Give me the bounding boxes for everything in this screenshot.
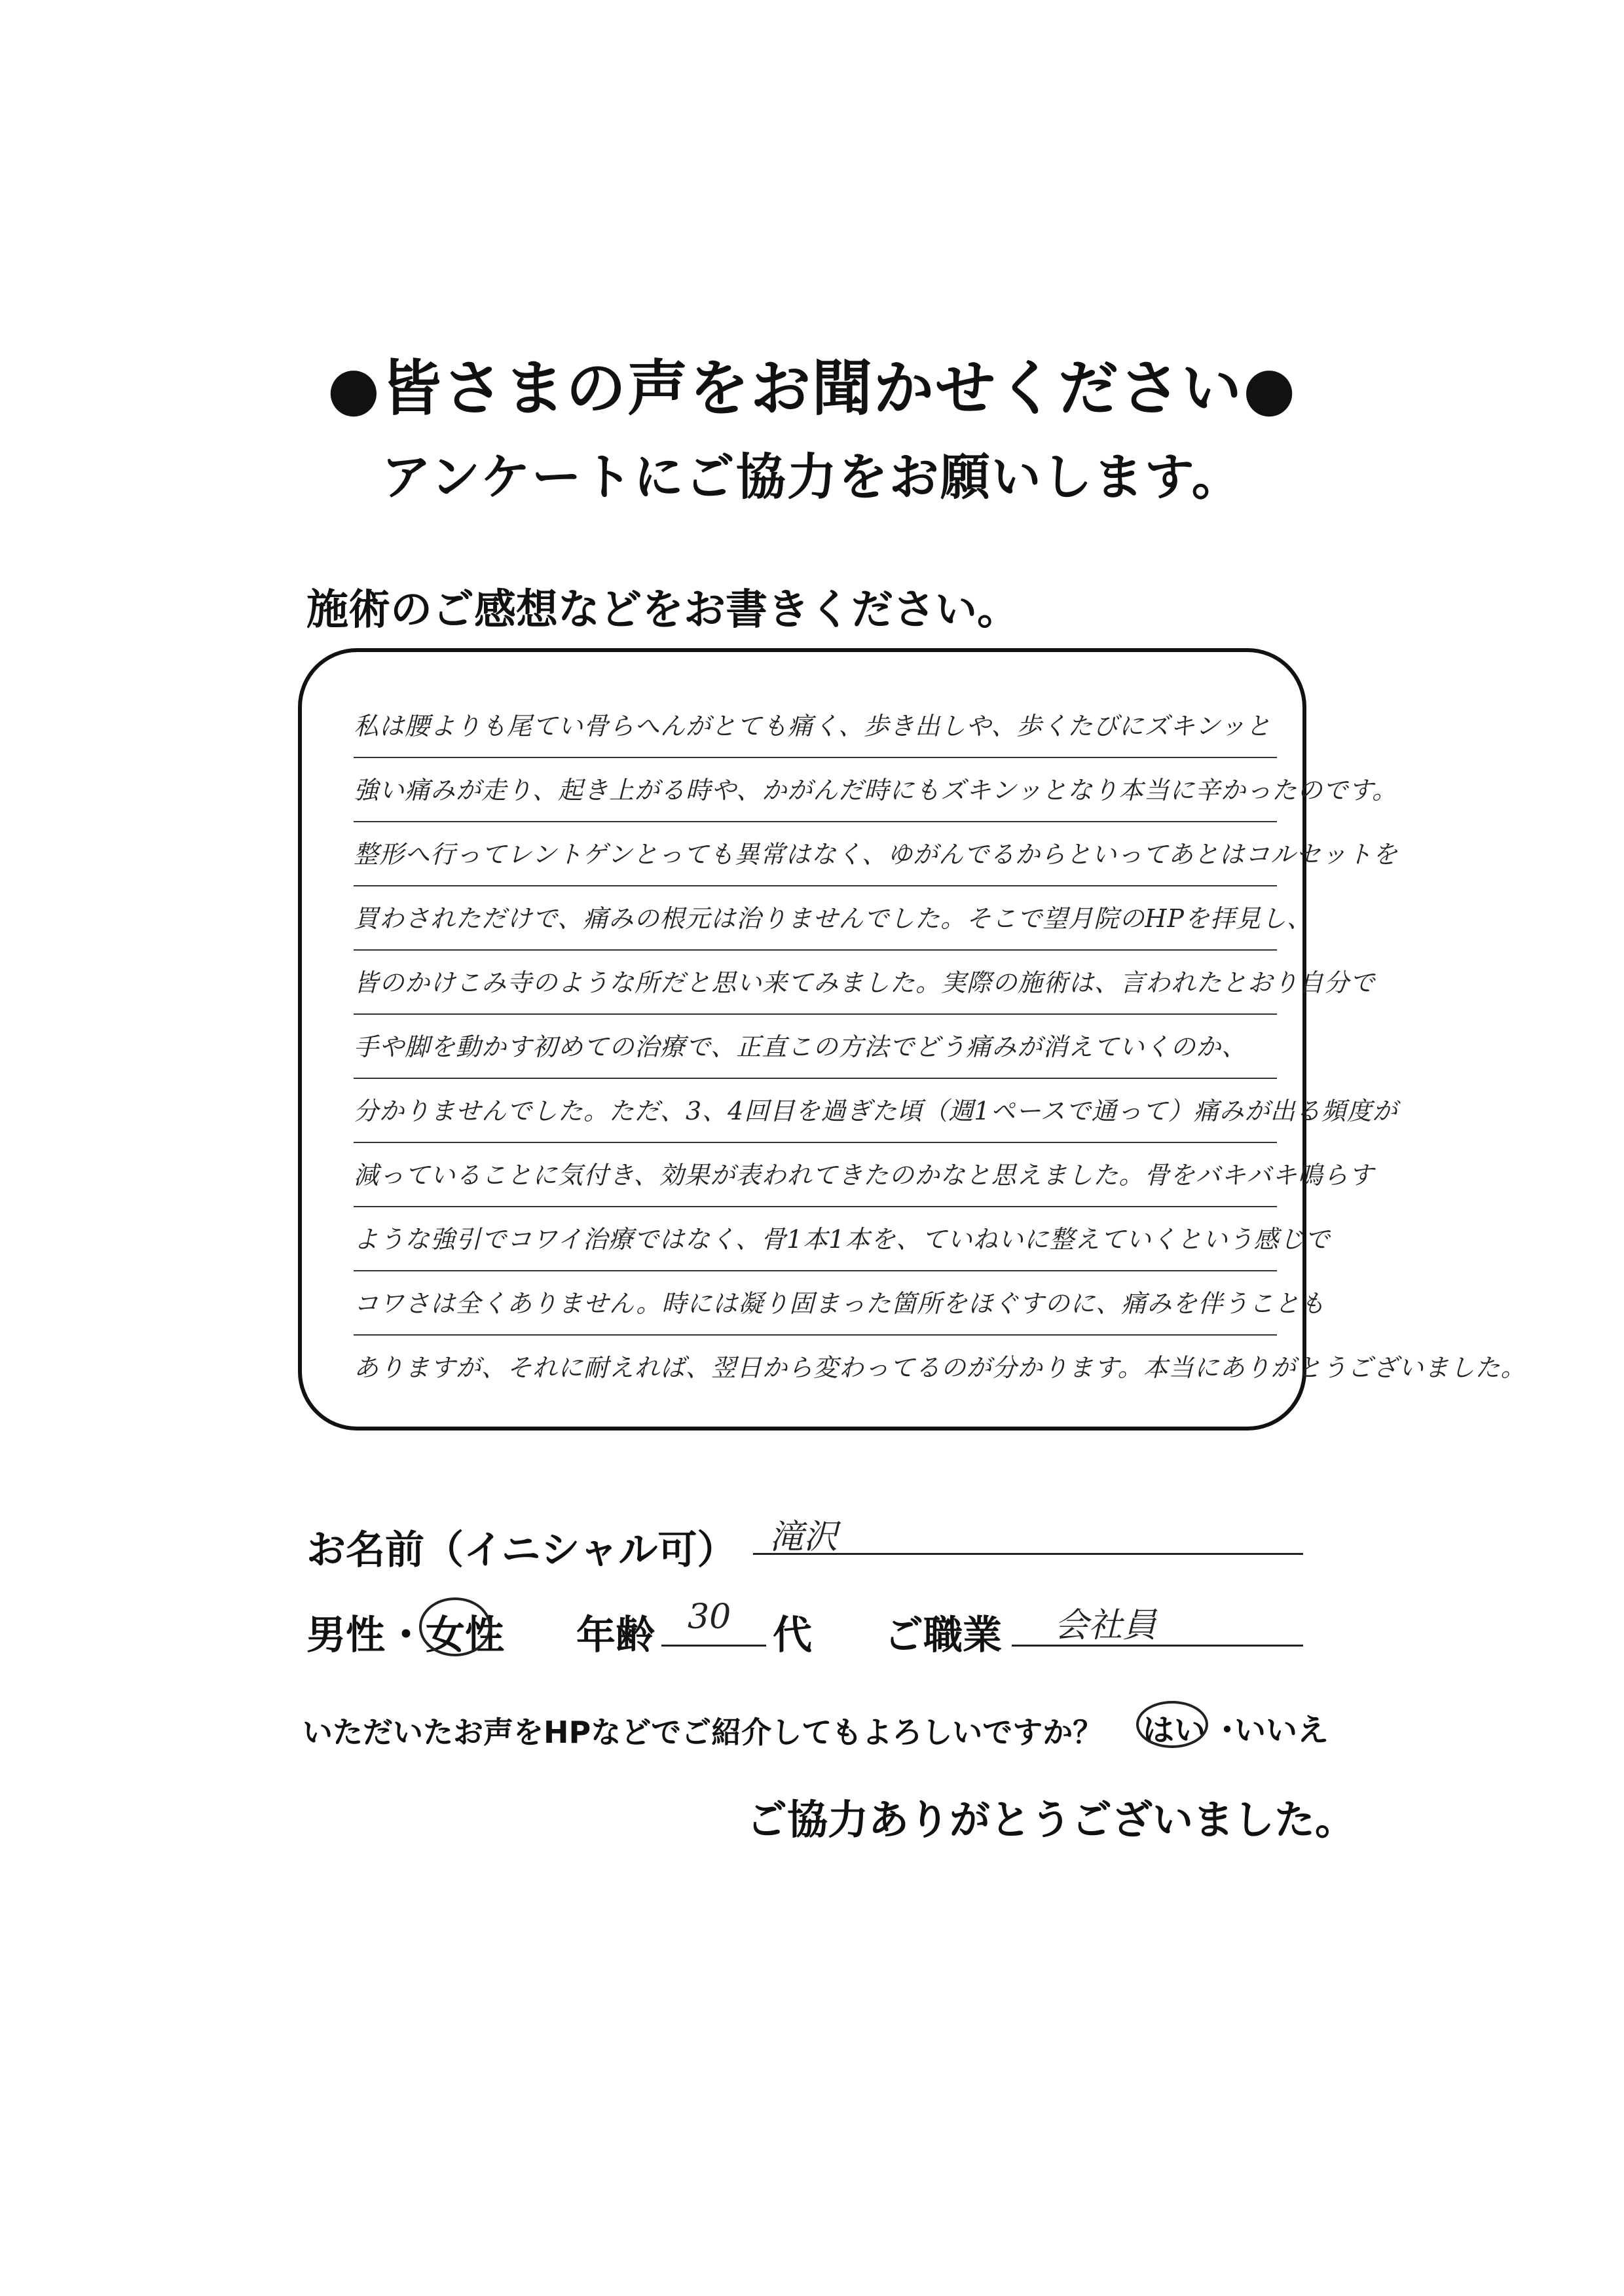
gender-female-option: 女性 (426, 1613, 504, 1658)
comment-line: 減っていることに気付き、効果が表われてきたのかなと思えました。骨をバキバキ鳴らす (354, 1143, 1277, 1207)
age-label: 年齢 (576, 1613, 655, 1658)
consent-yes-option: はい (1143, 1712, 1206, 1749)
comment-line: ような強引でコワイ治療ではなく、骨1本1本を、ていねいに整えていくという感じで (354, 1207, 1277, 1271)
name-value: 滝沢 (769, 1518, 838, 1557)
consent-no-option: いいえ (1234, 1712, 1329, 1749)
comments-prompt: 施術のご感想などをお書きください。 (306, 586, 1019, 634)
consent-selected-circle (1136, 1701, 1208, 1748)
age-suffix: 代 (773, 1613, 812, 1658)
thanks-message: ご協力ありがとうございました。 (747, 1796, 1356, 1844)
job-value: 会社員 (1054, 1606, 1157, 1645)
comment-line: コワさは全くありません。時には凝り固まった箇所をほぐすのに、痛みを伴うことも (354, 1271, 1277, 1336)
age-value: 30 (688, 1597, 731, 1637)
comment-line: ありますが、それに耐えれば、翌日から変わってるのが分かります。本当にありがとうございました。 (354, 1353, 1526, 1382)
comment-line: 手や脚を動かす初めての治療で、正直この方法でどう痛みが消えていくのか、 (354, 1015, 1277, 1079)
consent-separator: ・ (1211, 1712, 1244, 1749)
gender-separator: ・ (386, 1613, 426, 1658)
consent-question: いただいたお声をHPなどでご紹介してもよろしいですか？ (303, 1715, 1103, 1750)
comment-line: 皆のかけこみ寺のような所だと思い来てみました。実際の施術は、言われたとおり自分で (354, 951, 1277, 1015)
comment-line: 私は腰よりも尾てい骨らへんがとても痛く、歩き出しや、歩くたびにズキンッと (354, 694, 1277, 758)
gender-male-option: 男性 (306, 1613, 385, 1658)
name-label: お名前（イニシャル可） (306, 1527, 737, 1573)
comment-line: 強い痛みが走り、起き上がる時や、かがんだ時にもズキンッとなり本当に辛かったのです。 (354, 758, 1277, 822)
page-title: ●皆さまの声をお聞かせください● (327, 354, 1297, 424)
page-subtitle: アンケートにご協力をお願いします。 (381, 448, 1243, 506)
job-label: ご職業 (884, 1613, 1002, 1658)
comment-line: 買わされただけで、痛みの根元は治りませんでした。そこで望月院のHPを拝見し、 (354, 886, 1277, 951)
comment-line: 分かりませんでした。ただ、3、4回目を過ぎた頃（週1ペースで通って）痛みが出る頻度が (354, 1079, 1277, 1143)
gender-selected-circle (419, 1597, 491, 1656)
comment-line: 整形へ行ってレントゲンとっても異常はなく、ゆがんでるからといってあとはコルセットを (354, 822, 1277, 886)
